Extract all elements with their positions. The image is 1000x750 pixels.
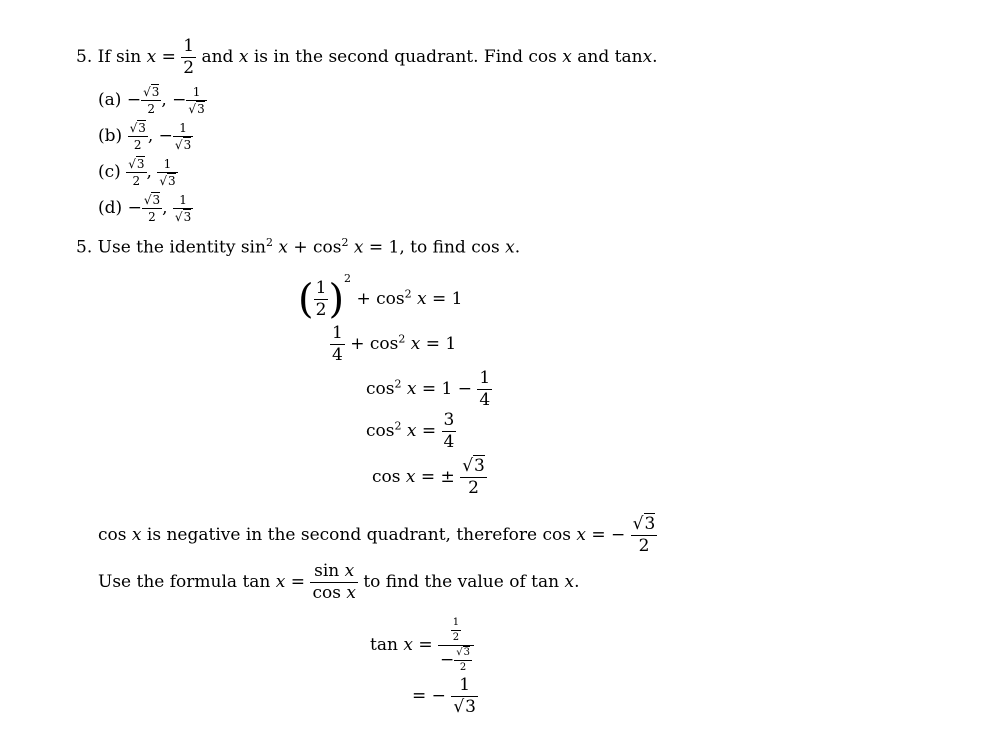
step-2: $\frac{1}{4}$ + $\cos^2 x = 1$: [332, 323, 457, 365]
solution-intro: 5. Use the identity $\sin^2 x + \cos^2 x = 1$, to find cos x.: [76, 236, 521, 258]
quadrant-sentence: cos x is negative in the second quadrant, therefore cos x = − $\frac{√3}{2}$: [98, 514, 656, 556]
step-5: cos x = ± $\frac{√3}{2}$: [372, 456, 485, 498]
step-1: ( $\frac{1}{2}$ )$^2 + \cos^2 x = 1$: [298, 272, 463, 323]
given-fraction: $\frac{1}{2}$: [183, 36, 195, 78]
option-b-math: $\frac{√3}{2}$ , − $\frac{1}{√3}$: [129, 121, 192, 152]
option-b: (b) $\frac{√3}{2}$ , − $\frac{1}{√3}$: [98, 121, 192, 152]
tan-step-1: tan x = $\frac{1}{2}$ − $\frac{√3}{2}$: [370, 618, 474, 673]
question-number: 5.: [76, 47, 93, 67]
step-3: $\cos^2 x = 1$ − $\frac{1}{4}$: [366, 368, 491, 410]
step-4: $\cos^2 x$ = $\frac{3}{4}$: [366, 410, 455, 452]
option-a-math: − $\frac{√3}{2}$ , − $\frac{1}{√3}$: [126, 85, 205, 116]
question-intro: If sin: [97, 47, 142, 67]
option-d-math: − $\frac{√3}{2}$ , $\frac{1}{√3}$: [127, 193, 192, 224]
tan-step-2: = − $\frac{1}{√3}$: [412, 675, 476, 717]
option-c-math: $\frac{√3}{2}$ , $\frac{1}{√3}$: [128, 157, 176, 188]
option-c: (c) $\frac{√3}{2}$ , $\frac{1}{√3}$: [98, 157, 176, 188]
question-line: 5. If sin x = $\frac{1}{2}$ and x is in the second quadrant. Find cos x and tanx.: [76, 36, 658, 78]
formula-sentence: Use the formula tan x = $\frac{\text{sin x}}{\text{cos x}}$ to find the value of tan x.: [98, 561, 580, 603]
option-d: (d) − $\frac{√3}{2}$ , $\frac{1}{√3}$: [98, 193, 192, 224]
option-a: (a) − $\frac{√3}{2}$ , − $\frac{1}{√3}$: [98, 85, 205, 116]
